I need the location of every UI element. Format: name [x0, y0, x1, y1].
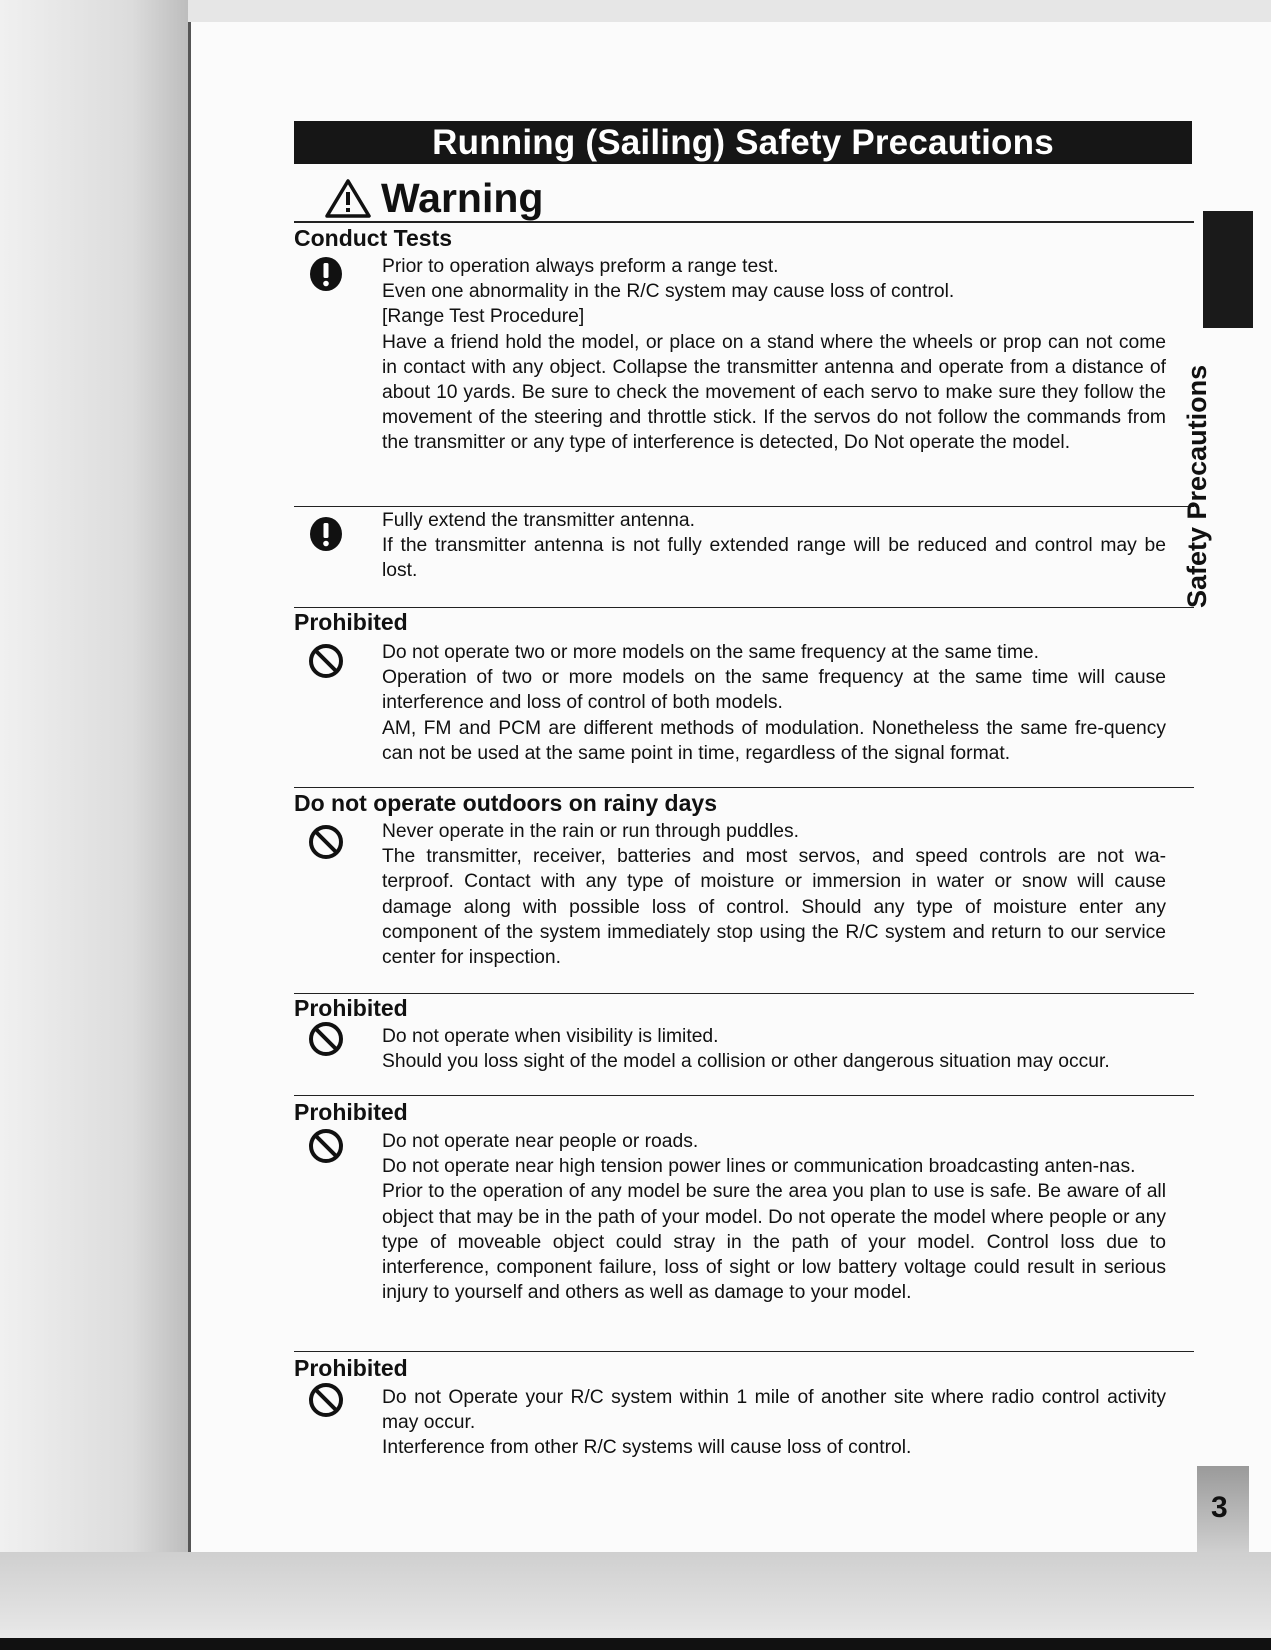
- text-line: Do not operate near high tension power lines or communication broadcasting anten-nas.: [382, 1156, 1136, 1178]
- section-heading: Prohibited: [294, 609, 408, 635]
- prohibited-icon: [308, 1021, 344, 1057]
- section-divider: [294, 993, 1194, 994]
- text-line: The transmitter, receiver, batteries and most servos, and speed controls are not wa-terproof. Contact with any type of moisture or immersion in water or snow will cause damage along with possible loss of control. Should any type of moisture enter any component of the system immediately stop using the R/C system and return to our service center for inspection.: [382, 846, 1166, 969]
- section-divider: [294, 787, 1194, 788]
- warning-label: Warning: [381, 175, 544, 221]
- scan-bottom-bar: [0, 1638, 1271, 1650]
- section-divider: [294, 221, 1194, 223]
- text-line: Prior to operation always preform a range test.: [382, 256, 779, 277]
- text-line: Even one abnormality in the R/C system may cause loss of control.: [382, 281, 955, 303]
- section-divider: [294, 1351, 1194, 1352]
- warning-triangle-icon: [325, 178, 371, 218]
- section-divider: [294, 607, 1194, 608]
- prohibited-icon: [308, 643, 344, 679]
- text-line: Interference from other R/C systems will cause loss of control.: [382, 1437, 912, 1459]
- section-text: [382, 1129, 1166, 1305]
- page-title: Running (Sailing) Safety Precautions: [294, 121, 1192, 164]
- section-heading: Do not operate outdoors on rainy days: [294, 790, 717, 816]
- text-line: Should you loss sight of the model a collision or other dangerous situation may occur.: [382, 1051, 1110, 1073]
- text-line: Prior to the operation of any model be sure the area you plan to use is safe. Be aware of all object that may be in the path of your model. Do not operate the model where people or any type of moveable object could stray in the path of your model. Control loss due to interference, component failure, loss of sight or low battery voltage could result in serious injury to yourself and others as well as damage to your model.: [382, 1181, 1166, 1304]
- section-heading: Prohibited: [294, 995, 408, 1021]
- text-line: Have a friend hold the model, or place on a stand where the wheels or prop can not come in contact with any object. Collapse the transmitter antenna and operate from a distance of about 10 yards. Be sure to check the movement of each servo to make sure they follow the movement of the steering and throttle stick. If the servos do not follow the commands from the transmitter or any type of interference is detected, Do Not operate the model.: [382, 331, 1166, 454]
- text-line: Never operate in the rain or run through puddles.: [382, 821, 799, 842]
- section-heading: Prohibited: [294, 1099, 408, 1125]
- section-heading: Conduct Tests: [294, 225, 453, 251]
- section-text: [382, 1385, 1166, 1461]
- prohibited-icon: [308, 824, 344, 860]
- text-line: Do not operate near people or roads.: [382, 1131, 699, 1152]
- section-text: [382, 508, 1166, 584]
- exclamation-icon: [308, 256, 344, 292]
- page-number: 3: [1211, 1491, 1228, 1524]
- text-line: Fully extend the transmitter antenna.: [382, 510, 695, 531]
- text-line: Do not operate two or more models on the same frequency at the same time.: [382, 642, 1039, 663]
- text-line: AM, FM and PCM are different methods of modulation. Nonetheless the same fre-quency can not be used at the same point in time, regardless of the signal format.: [382, 717, 1166, 764]
- page-gutter: [0, 0, 188, 1552]
- text-line: [Range Test Procedure]: [382, 306, 585, 328]
- text-line: Operation of two or more models on the same frequency at the same time will cause interference and loss of control of both models.: [382, 667, 1166, 714]
- scan-bottom-edge: [0, 1552, 1271, 1638]
- section-divider: [294, 1095, 1194, 1096]
- text-line: Do not operate when visibility is limited.: [382, 1026, 719, 1047]
- exclamation-icon: [308, 516, 344, 552]
- section-text: [382, 819, 1166, 970]
- side-tab-label: Safety Precautions: [1182, 364, 1212, 608]
- warning-heading: [325, 172, 543, 224]
- prohibited-icon: [308, 1382, 344, 1418]
- section-text: [382, 640, 1166, 766]
- section-text: [382, 254, 1166, 456]
- section-heading: Prohibited: [294, 1355, 408, 1381]
- side-tab-marker: [1203, 211, 1253, 328]
- text-line: Do not Operate your R/C system within 1 mile of another site where radio control activity may occur.: [382, 1387, 1166, 1434]
- text-line: If the transmitter antenna is not fully extended range will be reduced and control may be lost.: [382, 535, 1166, 582]
- prohibited-icon: [308, 1128, 344, 1164]
- section-text: [382, 1024, 1166, 1074]
- section-divider: [294, 506, 1194, 507]
